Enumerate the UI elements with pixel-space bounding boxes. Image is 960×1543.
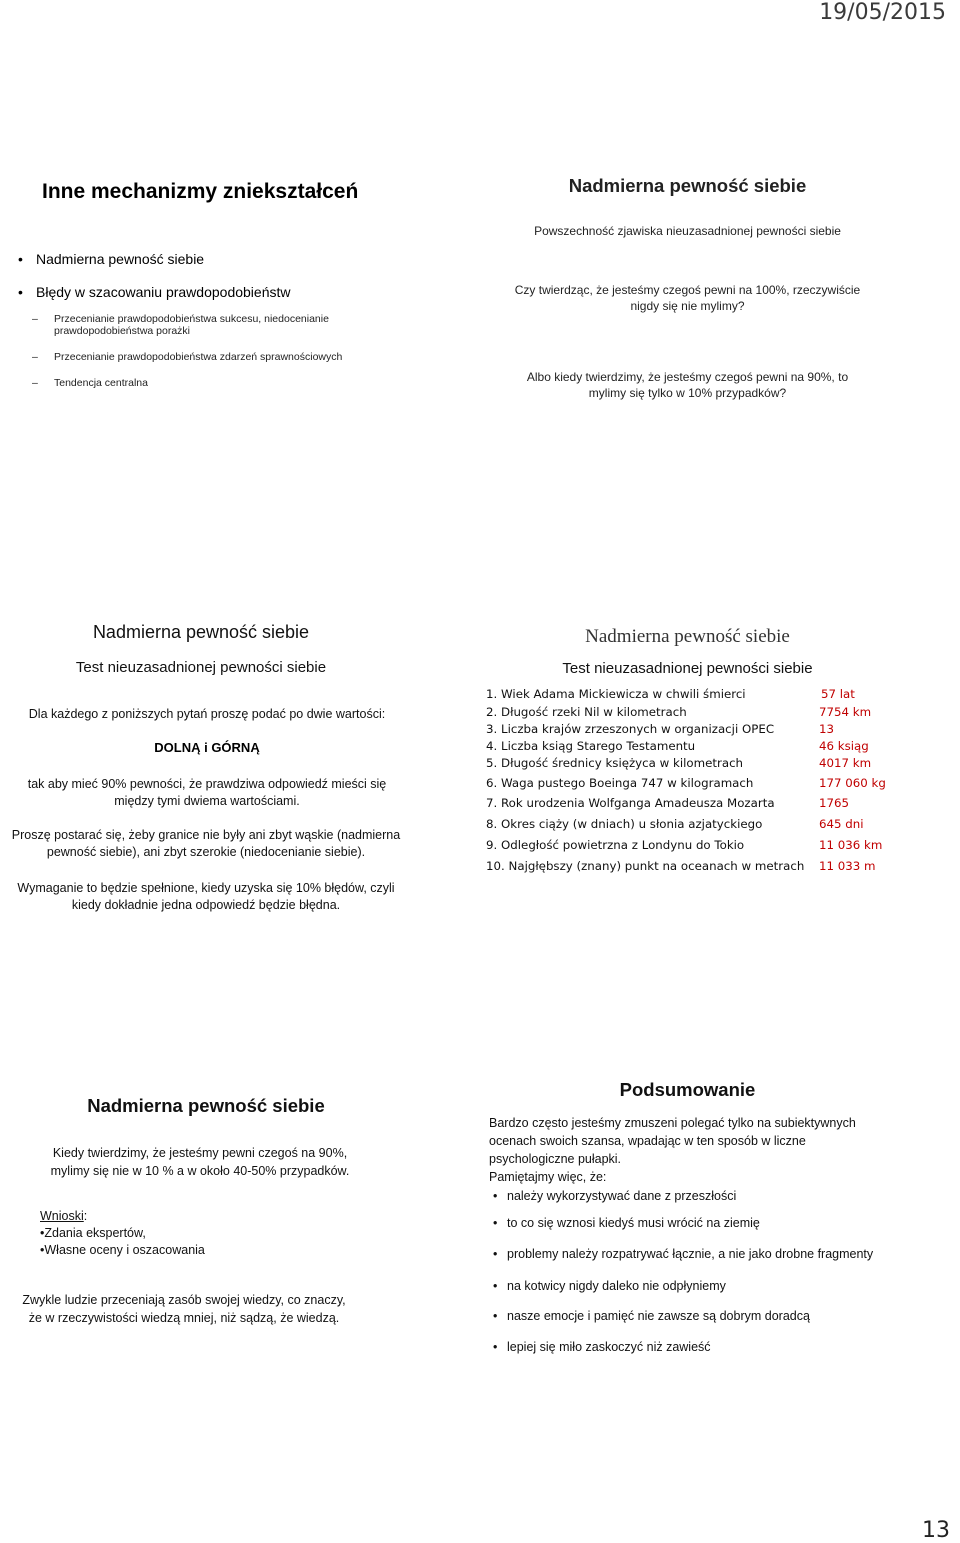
conclusion-item: •Zdania ekspertów, [40,1226,146,1240]
summary-bullet: • na kotwicy nigdy daleko nie odpłyniemy [493,1279,726,1293]
bullet-dot-icon: • [493,1216,498,1230]
quiz-row: 7. Rok urodzenia Wolfganga Amadeusza Mozarta 1765 [486,796,850,810]
slide-3-paragraph: Wymaganie to będzie spełnione, kiedy uzyska się 10% błędów, czyli kiedy dokładnie jedna odpowiedź będzie błędna. [17,881,395,912]
slide-3-paragraph: Dla każdego z poniższych pytań proszę podać po dwie wartości: [28,707,386,721]
slide-1-title: Inne mechanizmy zniekształceń [42,180,359,203]
slide-4-subtitle: Test nieuzasadnionej pewności siebie [562,660,813,677]
slide-5-conclusions: Wnioski: •Zdania ekspertów, •Własne oceny i oszacowania [40,1209,205,1257]
slide-1-bullet: • Nadmierna pewność siebie [18,251,205,267]
slide-6-paragraph: Bardzo często jesteśmy zmuszeni polegać tylko na subiektywnych ocenach swoich szansa, wpadając w ten sposób w liczne psychologiczne pułapki. Pamiętajmy więc, że: [489,1116,856,1184]
slide-1-subitem: – Przecenianie prawdopodobieństwa zdarzeń sprawnościowych [32,351,343,363]
slide-2-question-2: Albo kiedy twierdzimy, że jesteśmy czegoś pewni na 90%, to mylimy się tylko w 10% przypadków? [526,370,849,400]
bullet-dot-icon: • [18,284,23,300]
slide-1-subitem: – Przecenianie prawdopodobieństwa sukcesu, niedocenianie prawdopodobieństwa porażki [32,313,329,337]
summary-bullet: • nasze emocje i pamięć nie zawsze są dobrym doradcą [493,1309,810,1323]
conclusion-item: •Własne oceny i oszacowania [40,1243,205,1257]
dash-icon: – [32,377,38,389]
slide-3-bold-text: DOLNĄ i GÓRNĄ [154,740,260,755]
dash-icon: – [32,313,38,325]
slide-3-paragraph: Proszę postarać się, żeby granice nie były ani zbyt wąskie (nadmierna pewność siebie), ani zbyt szerokie (niedocenianie siebie). [11,828,401,859]
bullet-dot-icon: • [493,1189,498,1203]
slide-2-question-1: Czy twierdząc, że jesteśmy czegoś pewni na 100%, rzeczywiście nigdy się nie mylimy? [514,283,861,313]
slide-1-bullet: • Błędy w szacowaniu prawdopodobieństw [18,284,291,300]
quiz-row: 1. Wiek Adama Mickiewicza w chwili śmierci 57 lat [486,687,855,701]
summary-bullet: • lepiej się miło zaskoczyć niż zawieść [493,1340,711,1354]
bullet-dot-icon: • [18,251,23,267]
slide-3-title: Nadmierna pewność siebie [92,622,310,642]
quiz-row: 3. Liczba krajów zrzeszonych w organizacji OPEC 13 [486,722,835,736]
slide-5-paragraph: Zwykle ludzie przeceniają zasób swojej wiedzy, co znaczy, że w rzeczywistości wiedzą mniej, niż sądzą, że wiedzą. [22,1293,346,1325]
summary-bullet: • należy wykorzystywać dane z przeszłości [493,1189,737,1203]
slide-4-title: Nadmierna pewność siebie [585,626,790,647]
slide-5-paragraph: Kiedy twierdzimy, że jesteśmy pewni czegoś na 90%, mylimy się nie w 10 % a w około 40-50% przypadków. [50,1146,350,1178]
quiz-row: 8. Okres ciąży (w dniach) u słonia azjatyckiego 645 dni [486,817,864,831]
bullet-dot-icon: • [493,1279,498,1293]
dash-icon: – [32,351,38,363]
conclusions-label: Wnioski [40,1209,84,1223]
page-number: 13 [922,1518,950,1543]
slide-5-title: Nadmierna pewność siebie [87,1095,325,1116]
quiz-row: 10. Najgłębszy (znany) punkt na oceanach w metrach 11 033 m [486,859,876,873]
slide-6-title: Podsumowanie [619,1079,756,1100]
summary-bullet: • to co się wznosi kiedyś musi wrócić na ziemię [493,1216,760,1230]
quiz-row: 5. Długość średnicy księżyca w kilometrach 4017 km [486,756,872,770]
summary-bullet: • problemy należy rozpatrywać łącznie, a nie jako drobne fragmenty [493,1247,874,1261]
quiz-row: 2. Długość rzeki Nil w kilometrach 7754 km [486,705,872,719]
quiz-row: 9. Odległość powietrzna z Londynu do Tokio 11 036 km [486,838,883,852]
slide-2-title: Nadmierna pewność siebie [568,175,807,196]
slide-1-subitem: – Tendencja centralna [32,377,148,389]
slide-2-subtitle: Powszechność zjawiska nieuzasadnionej pewności siebie [534,224,841,238]
quiz-row: 4. Liczba ksiąg Starego Testamentu 46 ksiąg [486,739,869,753]
slide-3-paragraph: tak aby mieć 90% pewności, że prawdziwa odpowiedź mieści się między tymi dwiema wartościami. [27,777,387,808]
bullet-dot-icon: • [493,1309,498,1323]
bullet-dot-icon: • [493,1247,498,1261]
quiz-row: 6. Waga pustego Boeinga 747 w kilogramach 177 060 kg [486,776,886,790]
slide-3-subtitle: Test nieuzasadnionej pewności siebie [75,659,327,676]
bullet-dot-icon: • [493,1340,498,1354]
page-date: 19/05/2015 [819,0,946,25]
